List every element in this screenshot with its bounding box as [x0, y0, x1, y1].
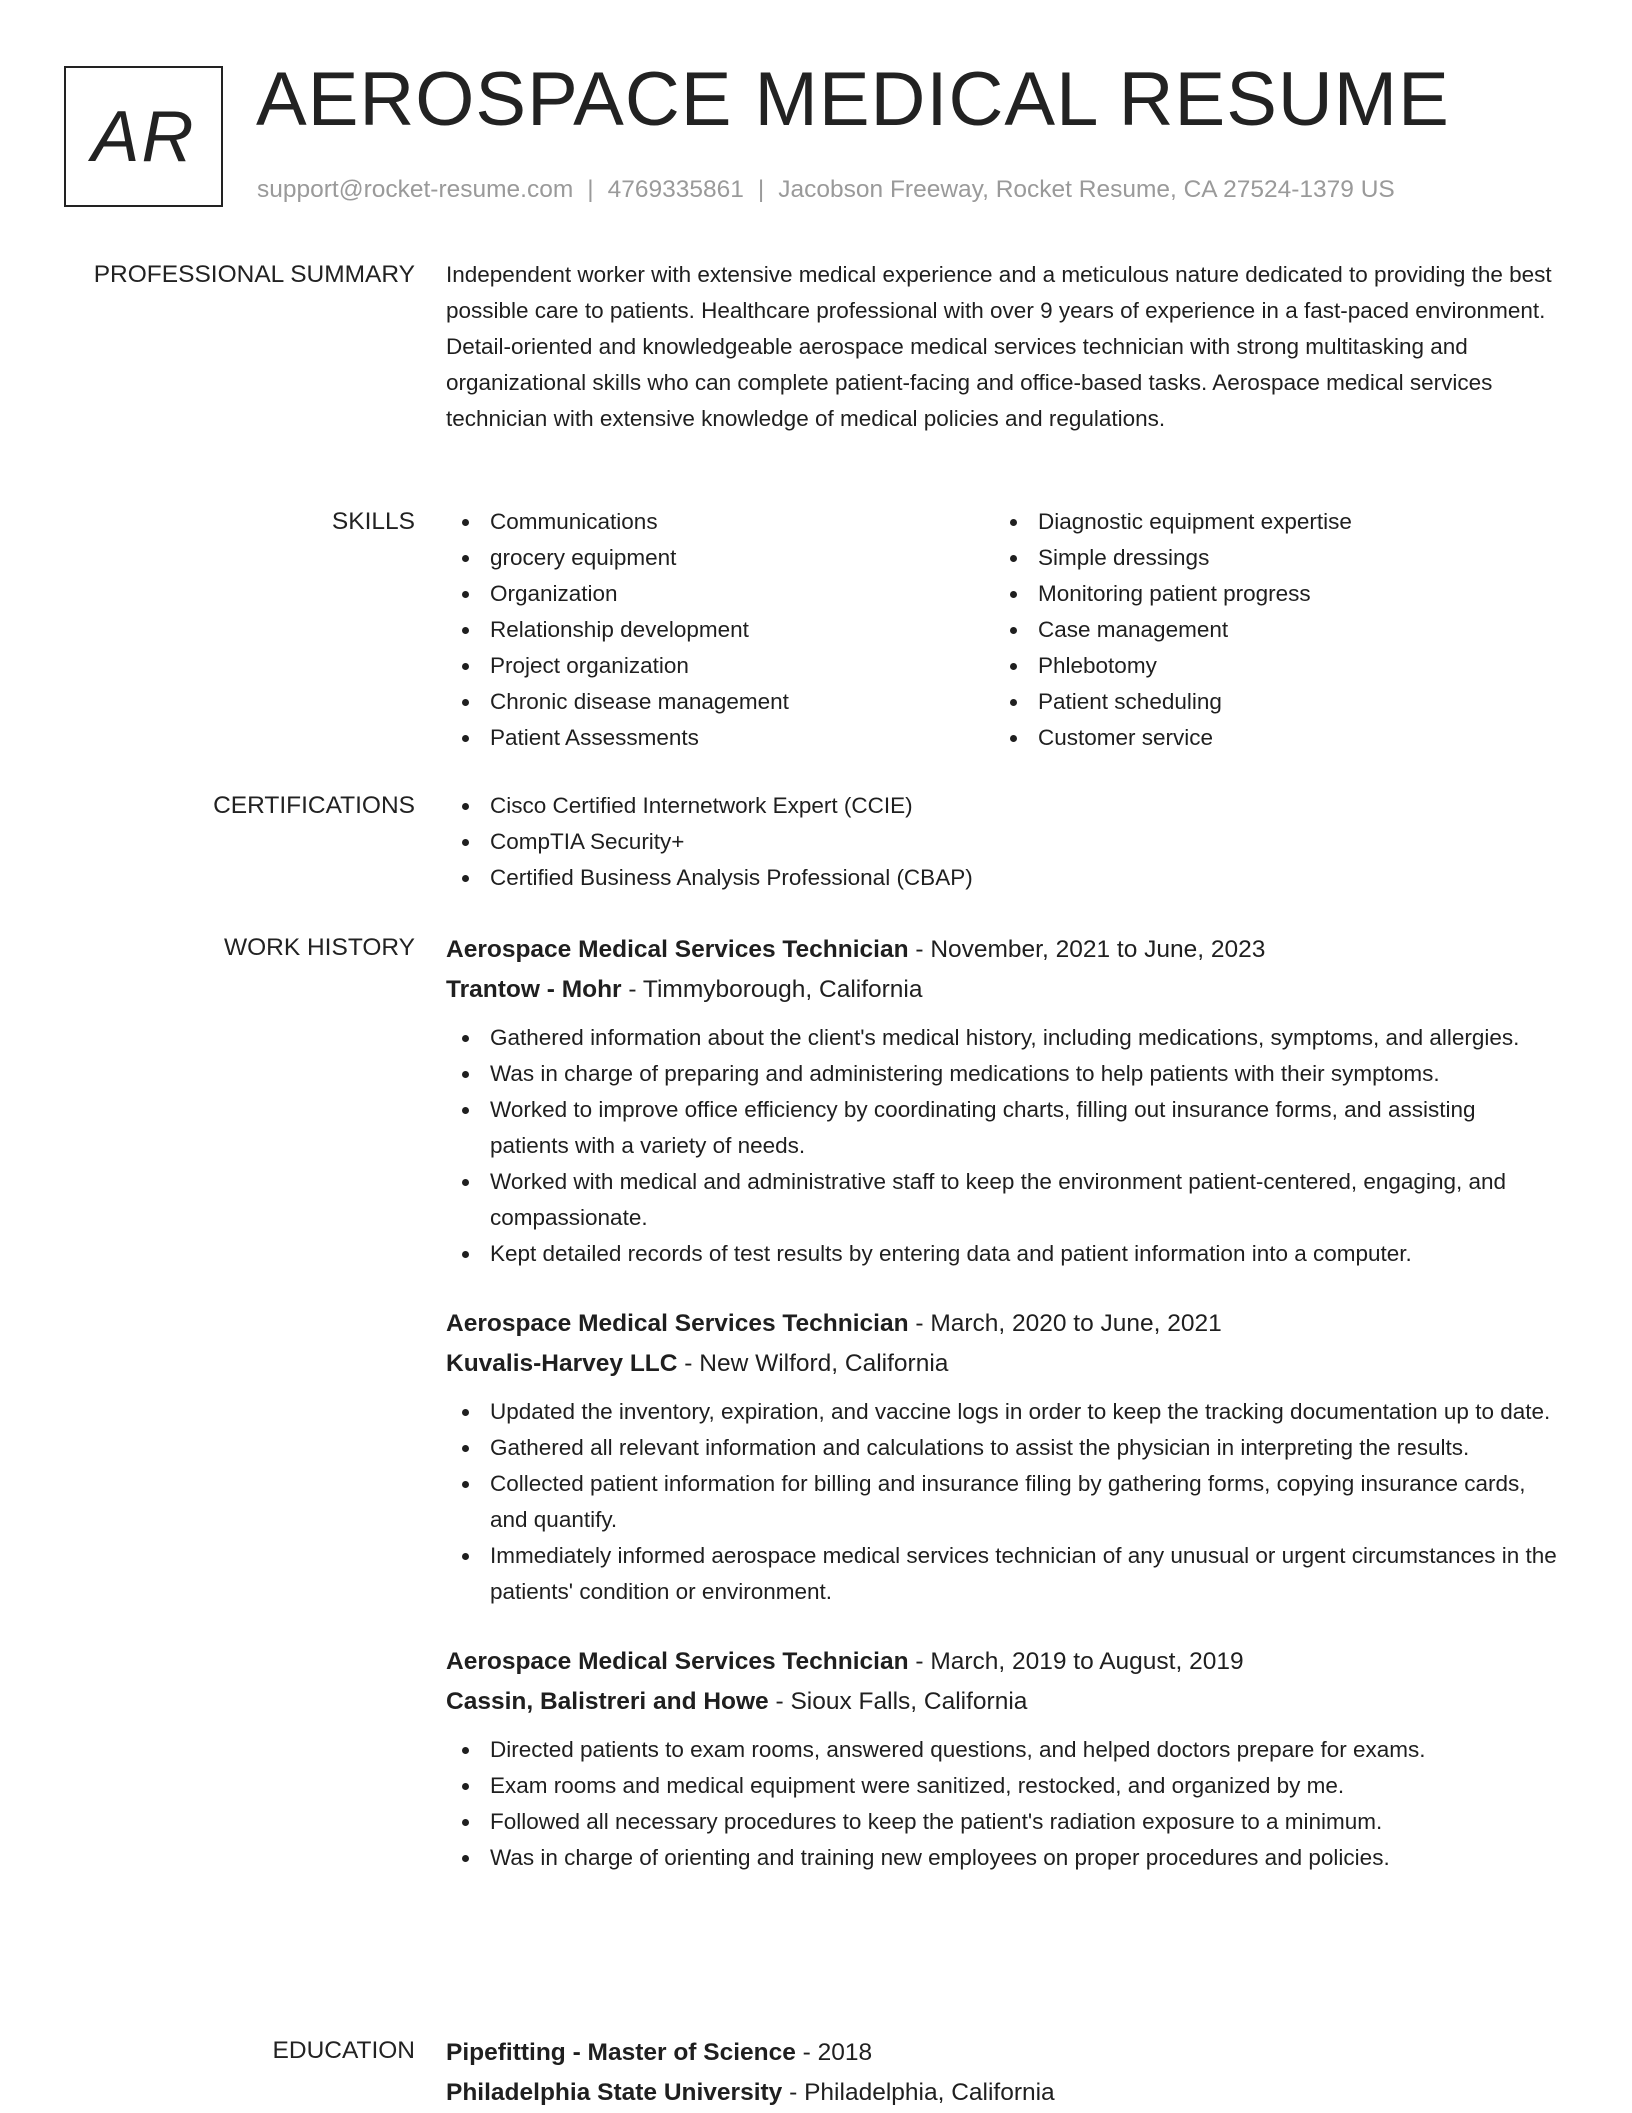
monogram-initials: AR: [91, 96, 196, 177]
job-location: - Sioux Falls, California: [768, 1688, 1028, 1715]
job-duty: Was in charge of orienting and training new employees on proper procedures and policies.: [490, 1840, 1558, 1876]
education-degree-line: [446, 2033, 1558, 2073]
job-duty: Updated the inventory, expiration, and vaccine logs in order to keep the tracking documentation up to date.: [490, 1394, 1558, 1430]
skill-item: Diagnostic equipment expertise: [1038, 504, 1542, 540]
skill-item: Patient scheduling: [1038, 684, 1542, 720]
education-body: [446, 2033, 1558, 2113]
section-label-summary: PROFESSIONAL SUMMARY: [93, 261, 415, 288]
certifications-body: [446, 788, 1558, 896]
certification-item: CompTIA Security+: [490, 824, 1558, 860]
job-company: Cassin, Balistreri and Howe: [446, 1688, 769, 1715]
job-title-line: [446, 1642, 1558, 1682]
job-duty: Collected patient information for billing and insurance filing by gathering forms, copying insurance cards, and quantify.: [490, 1466, 1558, 1538]
job-duty: Immediately informed aerospace medical services technician of any unusual or urgent circumstances in the patients' condition or environment.: [490, 1538, 1558, 1610]
skill-item: Communications: [490, 504, 994, 540]
work-history-body: [446, 930, 1558, 1908]
job-entry: [446, 1642, 1558, 1876]
job-duty: Directed patients to exam rooms, answered questions, and helped doctors prepare for exams.: [490, 1732, 1558, 1768]
contact-phone[interactable]: 4769335861: [607, 176, 744, 203]
monogram-box: [64, 66, 223, 207]
skill-item: Organization: [490, 576, 994, 612]
job-dates: - March, 2020 to June, 2021: [908, 1310, 1222, 1337]
certification-item: Cisco Certified Internetwork Expert (CCIE): [490, 788, 1558, 824]
job-duties: [446, 1732, 1558, 1876]
contact-email[interactable]: support@rocket-resume.com: [257, 176, 574, 203]
job-duty: Was in charge of preparing and administering medications to help patients with their symptoms.: [490, 1056, 1558, 1092]
job-duty: Exam rooms and medical equipment were sanitized, restocked, and organized by me.: [490, 1768, 1558, 1804]
section-label-skills: SKILLS: [331, 508, 415, 535]
job-title-line: [446, 1304, 1558, 1344]
job-entry: [446, 1304, 1558, 1610]
skill-item: Customer service: [1038, 720, 1542, 756]
contact-address: Jacobson Freeway, Rocket Resume, CA 27524-1379 US: [778, 176, 1395, 203]
skill-item: Relationship development: [490, 612, 994, 648]
skill-item: Monitoring patient progress: [1038, 576, 1542, 612]
skills-column-1: [446, 504, 994, 756]
contact-separator: |: [587, 176, 594, 203]
job-company-line: [446, 1344, 1558, 1384]
job-company: Trantow - Mohr: [446, 976, 622, 1003]
job-dates: - November, 2021 to June, 2023: [908, 936, 1266, 963]
summary-text: Independent worker with extensive medical experience and a meticulous nature dedicated to providing the best possible care to patients. Healthcare professional with over 9 years of experience in a fast-paced environment. Detail-oriented and knowledgeable aerospace medical services technician with strong multitasking and organizational skills who can complete patient-facing and office-based tasks. Aerospace medical services technician with extensive knowledge of medical policies and regulations.: [446, 262, 1552, 431]
job-entry: [446, 930, 1558, 1272]
job-location: - Timmyborough, California: [621, 976, 923, 1003]
job-duty: Kept detailed records of test results by entering data and patient information into a computer.: [490, 1236, 1558, 1272]
skill-item: Project organization: [490, 648, 994, 684]
job-company-line: [446, 970, 1558, 1010]
education-location: - Philadelphia, California: [782, 2079, 1055, 2106]
job-duty: Worked with medical and administrative staff to keep the environment patient-centered, engaging, and compassionate.: [490, 1164, 1558, 1236]
section-label-work-history: WORK HISTORY: [223, 934, 415, 961]
skill-item: Patient Assessments: [490, 720, 994, 756]
job-dates: - March, 2019 to August, 2019: [908, 1648, 1244, 1675]
contact-separator: |: [757, 176, 765, 203]
job-company: Kuvalis-Harvey LLC: [446, 1350, 678, 1377]
skills-grid: [446, 504, 1558, 756]
education-degree: Pipefitting - Master of Science: [446, 2039, 796, 2066]
certification-item: Certified Business Analysis Professional (CBAP): [490, 860, 1558, 896]
contact-line: [257, 176, 1395, 204]
skills-column-2: [994, 504, 1542, 756]
job-duty: Gathered information about the client's medical history, including medications, symptoms, and allergies.: [490, 1020, 1558, 1056]
job-duty: Followed all necessary procedures to keep the patient's radiation exposure to a minimum.: [490, 1804, 1558, 1840]
summary-body: [446, 257, 1558, 437]
skill-item: Simple dressings: [1038, 540, 1542, 576]
job-duty: Worked to improve office efficiency by coordinating charts, filling out insurance forms, and assisting patients with a variety of needs.: [490, 1092, 1558, 1164]
certifications-list: [446, 788, 1558, 896]
section-label-education: EDUCATION: [272, 2037, 415, 2064]
job-duties: [446, 1394, 1558, 1610]
education-year: - 2018: [795, 2039, 873, 2066]
job-company-line: [446, 1682, 1558, 1722]
education-school: Philadelphia State University: [446, 2079, 783, 2106]
resume-title: AEROSPACE MEDICAL RESUME: [256, 57, 1450, 142]
section-label-certifications: CERTIFICATIONS: [213, 792, 415, 819]
job-duty: Gathered all relevant information and calculations to assist the physician in interpreting the results.: [490, 1430, 1558, 1466]
job-location: - New Wilford, California: [677, 1350, 949, 1377]
skill-item: Chronic disease management: [490, 684, 994, 720]
skill-item: grocery equipment: [490, 540, 994, 576]
job-title: Aerospace Medical Services Technician: [446, 1310, 909, 1337]
skill-item: Phlebotomy: [1038, 648, 1542, 684]
skill-item: Case management: [1038, 612, 1542, 648]
job-title: Aerospace Medical Services Technician: [446, 1648, 909, 1675]
job-duties: [446, 1020, 1558, 1272]
job-title-line: [446, 930, 1558, 970]
job-title: Aerospace Medical Services Technician: [446, 936, 909, 963]
education-school-line: [446, 2073, 1558, 2113]
